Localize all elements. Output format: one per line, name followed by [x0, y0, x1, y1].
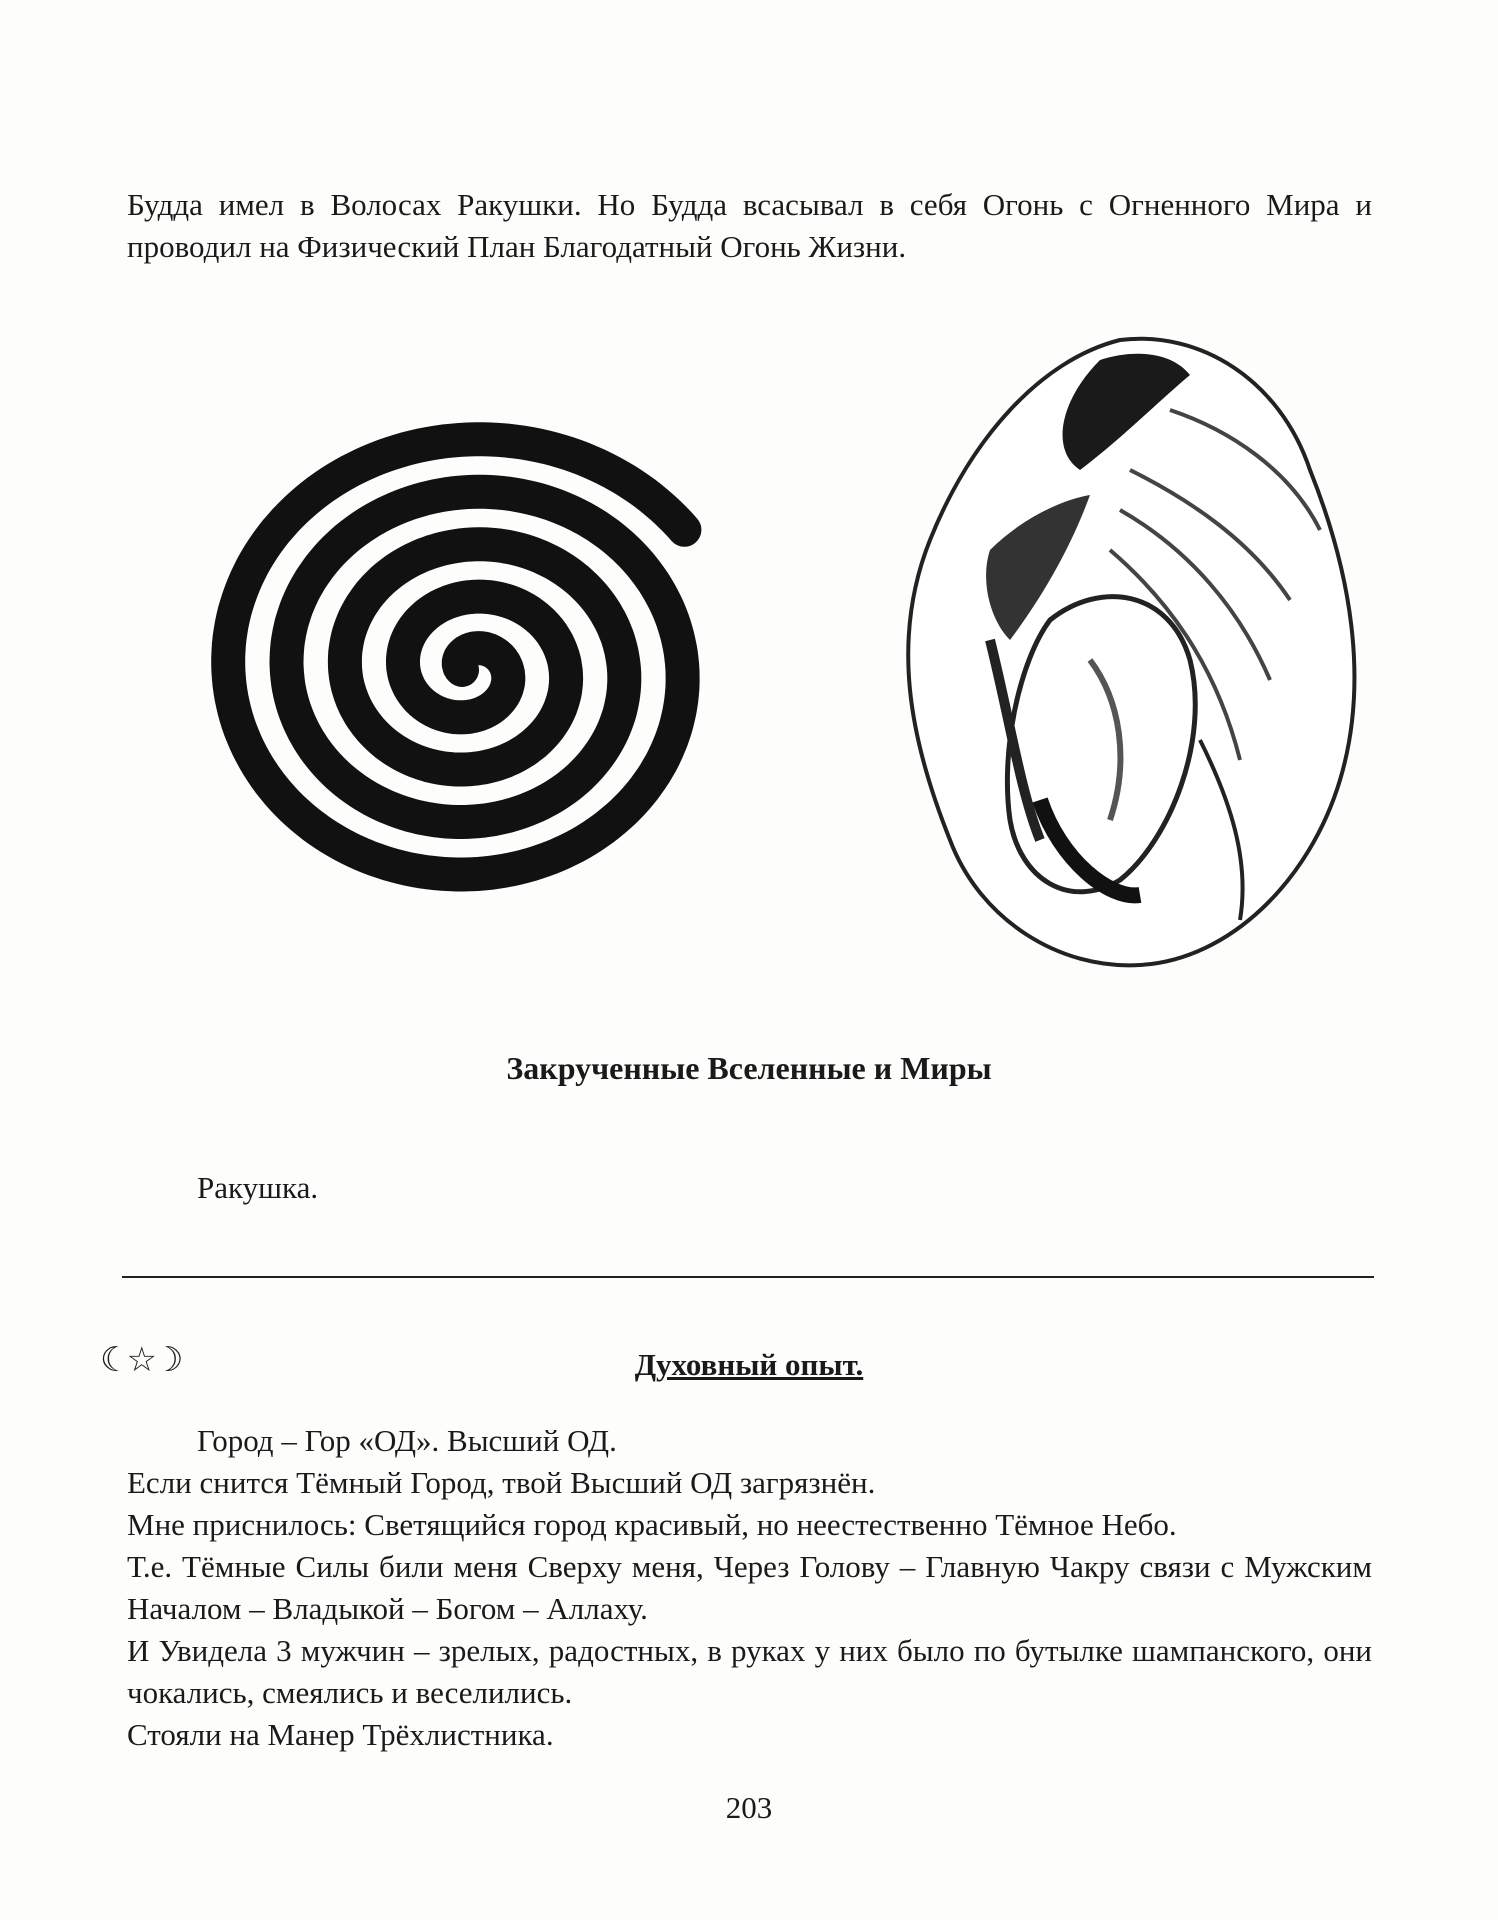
body-line: Мне приснилось: Светящийся город красивый, но неестественно Тёмное Небо. [127, 1507, 1177, 1542]
body-line: И Увидела 3 мужчин – зрелых, радостных, в руках у них было по бутылке шампанского, они чокались, смеялись и веселились. [127, 1633, 1372, 1710]
moon-star-icon: ☾☆☽ [100, 1342, 180, 1379]
figure-note: Ракушка. [197, 1170, 319, 1205]
seashell-figure [870, 320, 1370, 980]
spiral-figure [170, 400, 790, 940]
body-line: Т.е. Тёмные Силы били меня Сверху меня, Через Голову – Главную Чакру связи с Мужским Началом – Владыкой – Богом – Аллаху. [127, 1549, 1372, 1626]
intro-paragraph [127, 184, 1372, 268]
body-line: Стояли на Манер Трёхлистника. [127, 1717, 554, 1752]
illustrations [150, 320, 1400, 980]
horizontal-divider [122, 1276, 1374, 1278]
body-line: Если снится Тёмный Город, твой Высший ОД загрязнён. [127, 1465, 876, 1500]
body-line: Город – Гор «ОД». Высший ОД. [197, 1423, 617, 1458]
body-text [127, 1420, 1372, 1756]
page-number: 203 [725, 1790, 773, 1825]
figure-caption: Закрученные Вселенные и Миры [506, 1050, 992, 1086]
intro-text: Будда имел в Волосах Ракушки. Но Будда всасывал в себя Огонь с Огненного Мира и проводил на Физический План Благодатный Огонь Жизни. [127, 187, 1372, 264]
section-title: Духовный опыт. [634, 1347, 864, 1382]
